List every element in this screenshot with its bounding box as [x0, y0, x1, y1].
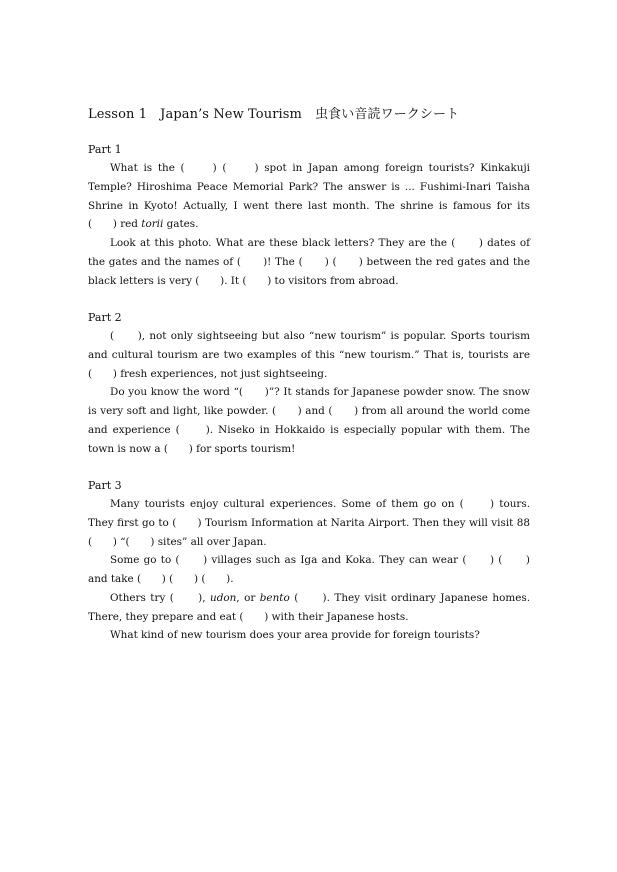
text-line [88, 215, 530, 234]
worksheet-title: Lesson 1 Japan’s New Tourism 虫食い音読ワークシート [88, 107, 460, 122]
text-segment: ( ). They visit ordinary Japanese homes. [289, 591, 530, 604]
text-line: ( ), not only sightseeing but also “new tourism” is popular. Sports tourism [110, 330, 530, 342]
italic-term: udon [210, 591, 237, 604]
part-2-heading: Part 2 [88, 311, 122, 324]
text-line: town is now a ( ) for sports tourism! [88, 442, 296, 455]
text-line: Do you know the word “( )”? It stands for Japanese powder snow. The snow [110, 386, 530, 399]
part-2-text [88, 327, 530, 458]
text-line: There, they prepare and eat ( ) with their Japanese hosts. [88, 610, 409, 623]
text-line: Shrine in Kyoto! Actually, I went there last month. The shrine is famous for its [88, 199, 530, 212]
text-line: the gates and the names of ( )! The ( ) ( ) between the red gates and the [88, 255, 530, 268]
text-line [88, 589, 530, 608]
text-segment: , or [236, 591, 260, 604]
text-line: Some go to ( ) villages such as Iga and Koka. They can wear ( ) ( ) [110, 554, 530, 567]
italic-term: bento [259, 591, 290, 604]
text-segment: Others try ( ), [110, 591, 210, 604]
text-line: Many tourists enjoy cultural experiences. Some of them go on ( ) tours. [110, 498, 530, 510]
part-3-text [88, 495, 530, 645]
text-line: Temple? Hiroshima Peace Memorial Park? The answer is ... Fushimi-Inari Taisha [88, 180, 530, 193]
part-3-heading: Part 3 [88, 479, 122, 492]
text-line: They first go to ( ) Tourism Information at Narita Airport. Then they will visit 88 [88, 516, 530, 529]
text-line: What is the ( ) ( ) spot in Japan among foreign tourists? Kinkakuji [110, 162, 530, 174]
text-segment: gates. [163, 218, 199, 231]
text-line: is very soft and light, like powder. ( ) and ( ) from all around the world come [88, 405, 530, 417]
text-line: and experience ( ). Niseko in Hokkaido is especially popular with them. The [88, 423, 530, 436]
part-1-heading: Part 1 [88, 143, 122, 156]
text-line: Look at this photo. What are these black letters? They are the ( ) dates of [110, 237, 530, 249]
text-line: and take ( ) ( ) ( ). [88, 573, 234, 585]
italic-term: torii [141, 218, 164, 231]
part-1-text [88, 159, 530, 290]
text-line: What kind of new tourism does your area provide for foreign tourists? [110, 629, 480, 642]
text-line: ( ) fresh experiences, not just sightseeing. [88, 367, 328, 380]
text-segment: ( ) red [88, 218, 142, 231]
text-line: black letters is very ( ). It ( ) to visitors from abroad. [88, 274, 399, 287]
text-line: and cultural tourism are two examples of this “new tourism.” That is, tourists are [88, 348, 530, 361]
text-line: ( ) “( ) sites” all over Japan. [88, 535, 267, 548]
